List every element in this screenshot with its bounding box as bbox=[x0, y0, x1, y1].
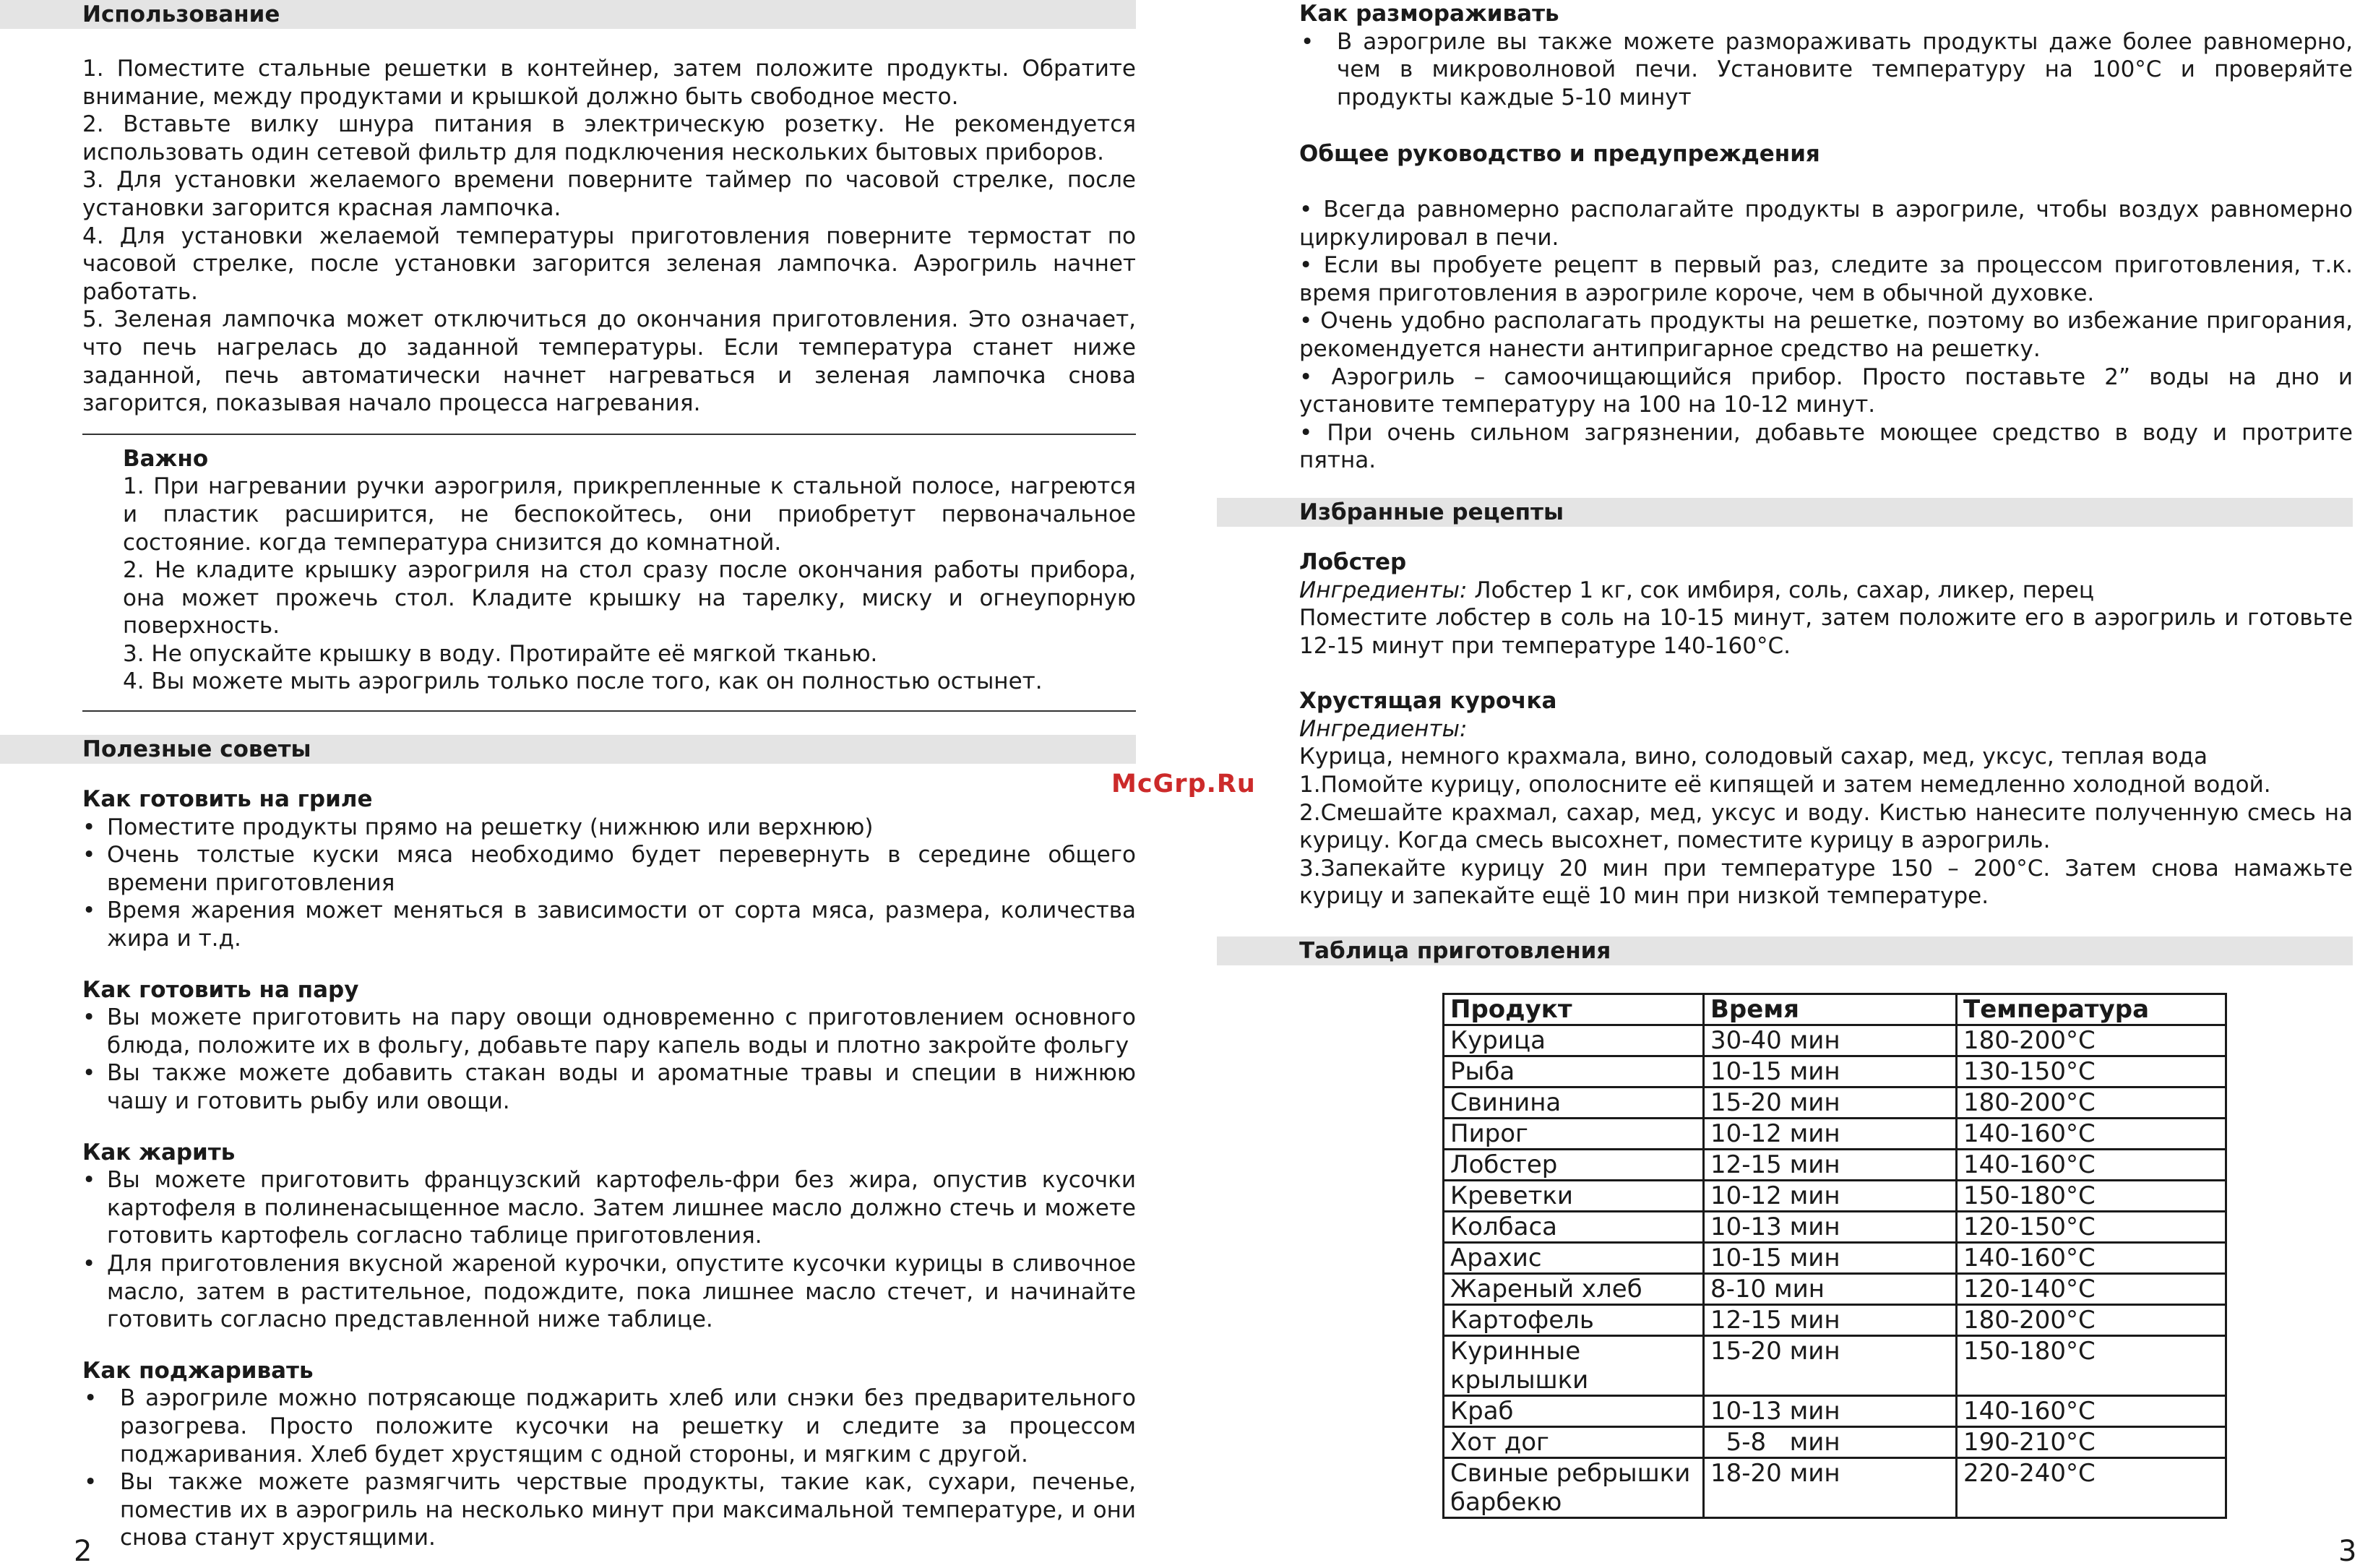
usage-step: 1. Поместите стальные решетки в контейнер, затем положите продукты. Обратите внимание, между продуктами и крышкой должно быть свободное место. bbox=[82, 56, 1136, 110]
chicken-title: Хрустящая курочка bbox=[1299, 688, 1557, 715]
table-row bbox=[1444, 1458, 2226, 1518]
time-cell: 8-10 мин bbox=[1704, 1274, 1957, 1305]
list-item: • Вы также можете размягчить черствые продукты, такие как, сухари, печенье, поместив их в аэрогриль на несколько минут при максимальной температуре, и они снова станут хрустящими. bbox=[120, 1468, 1136, 1552]
product-cell: Арахис bbox=[1444, 1243, 1704, 1274]
product-cell: Жареный хлеб bbox=[1444, 1274, 1704, 1305]
chicken-line: 2.Смешайте крахмал, сахар, мед, уксус и воду. Кистью нанесите полученную смесь на курицу. Когда смесь высохнет, поместите курицу в аэрогриль. bbox=[1299, 799, 2353, 854]
temperature-cell: 120-150°С bbox=[1957, 1212, 2226, 1243]
product-cell: Пирог bbox=[1444, 1119, 1704, 1150]
list-item: • В аэрогриле можно потрясающе поджарить хлеб или снэки без предварительного разогрева. Просто положите кусочки на решетку и следите за процессом поджаривания. Хлеб будет хрустящим с одной стороны, и мягким с другой. bbox=[120, 1384, 1136, 1468]
time-cell: 15-20 мин bbox=[1704, 1087, 1957, 1119]
important-item: 4. Вы можете мыть аэрогриль только после того, как он полностью остынет. bbox=[123, 668, 1043, 695]
list-item: • Вы можете приготовить на пару овощи одновременно с приготовлением основного блюда, положите их в фольгу, добавьте пару капель воды и плотно закройте фольгу bbox=[107, 1004, 1136, 1059]
column-header: Температура bbox=[1957, 994, 2226, 1025]
important-item: 3. Не опускайте крышку в воду. Протирайте её мягкой тканью. bbox=[123, 640, 878, 667]
bullet: • bbox=[1299, 196, 1324, 223]
important-item: 2. Не кладите крышку аэрогриля на стол сразу после окончания работы прибора, она может прожечь стол. Кладите крышку на тарелку, миску и огнеупорную поверхность. bbox=[123, 557, 1136, 639]
table-row bbox=[1444, 1396, 2226, 1427]
steam-list bbox=[0, 1004, 1136, 1115]
product-cell: Колбаса bbox=[1444, 1212, 1704, 1243]
temperature-cell: 140-160°С bbox=[1957, 1119, 2226, 1150]
product-cell: Курица bbox=[1444, 1025, 1704, 1056]
time-cell: 12-15 мин bbox=[1704, 1305, 1957, 1336]
important-title: Важно bbox=[123, 445, 209, 472]
temperature-cell: 140-160°С bbox=[1957, 1396, 2226, 1427]
usage-step: 4. Для установки желаемой температуры приготовления поверните термостат по часовой стрелке, после установки загорится зеленая лампочка. Аэрогриль начнет работать. bbox=[82, 223, 1136, 305]
product-cell: Картофель bbox=[1444, 1305, 1704, 1336]
steam-title: Как готовить на пару bbox=[82, 976, 359, 1003]
table-row bbox=[1444, 1056, 2226, 1087]
list-item: • В аэрогриле вы также можете размораживать продукты даже более равномерно, чем в микроволновой печи. Установите температуру на 100°С и проверяйте продукты каждые 5-10 минут bbox=[1337, 28, 2353, 112]
defrost-title: Как размораживать bbox=[1299, 1, 1559, 27]
temperature-cell: 180-200°С bbox=[1957, 1305, 2226, 1336]
list-item: • Вы можете приготовить французский картофель-фри без жира, опустив кусочки картофеля в полиненасыщенное масло. Затем лишнее масло должно стечь и можете готовить картофель согласно таблице приготовления. bbox=[107, 1166, 1136, 1250]
usage-step: 2. Вставьте вилку шнура питания в электрическую розетку. Не рекомендуется использовать один сетевой фильтр для подключения нескольких бытовых приборов. bbox=[82, 111, 1136, 165]
chicken-ingredients-label: Ингредиенты: bbox=[1299, 715, 1468, 742]
time-cell: 10-13 мин bbox=[1704, 1212, 1957, 1243]
guide-title: Общее руководство и предупреждения bbox=[1299, 141, 1820, 168]
lobster-title: Лобстер bbox=[1299, 548, 1407, 575]
temperature-cell: 180-200°С bbox=[1957, 1087, 2226, 1119]
divider bbox=[82, 710, 1136, 712]
important-block bbox=[0, 445, 1136, 696]
fry-title: Как жарить bbox=[82, 1139, 236, 1166]
product-cell: Свинина bbox=[1444, 1087, 1704, 1119]
table-row bbox=[1444, 1212, 2226, 1243]
temperature-cell: 220-240°С bbox=[1957, 1458, 2226, 1518]
chicken-line: Курица, немного крахмала, вино, солодовый сахар, мед, уксус, теплая вода bbox=[1299, 744, 2208, 770]
table-header-row bbox=[1444, 994, 2226, 1025]
temperature-cell: 180-200°С bbox=[1957, 1025, 2226, 1056]
product-cell: Хот дог bbox=[1444, 1427, 1704, 1458]
time-cell: 10-12 мин bbox=[1704, 1181, 1957, 1212]
table-row bbox=[1444, 1119, 2226, 1150]
table-row bbox=[1444, 1274, 2226, 1305]
recipes-section-title: Избранные рецепты bbox=[1217, 498, 2353, 527]
divider bbox=[82, 434, 1136, 435]
table-row bbox=[1444, 1427, 2226, 1458]
watermark: McGrp.Ru bbox=[1111, 770, 1256, 798]
table-row bbox=[1444, 1305, 2226, 1336]
cooking-table bbox=[1442, 993, 2227, 1519]
important-item: 1. При нагревании ручки аэрогриля, прикрепленные к стальной полосе, нагреются и пластик расширится, не беспокойтесь, они приобретут первоначальное состояние. когда температура снизится до комнатной. bbox=[123, 473, 1136, 556]
bullet: • bbox=[1299, 252, 1324, 279]
temperature-cell: 130-150°С bbox=[1957, 1056, 2226, 1087]
page-number-left: 2 bbox=[74, 1535, 92, 1568]
product-cell: Краб bbox=[1444, 1396, 1704, 1427]
lobster-method: Поместите лобстер в соль на 10-15 минут, затем положите его в аэрогриль и готовьте 12-15 минут при температуре 140-160°С. bbox=[1299, 605, 2353, 659]
grill-title: Как готовить на гриле bbox=[82, 786, 373, 813]
product-cell: Свиные ребрышки барбекю bbox=[1444, 1458, 1704, 1518]
table-body bbox=[1444, 1025, 2226, 1518]
table-row bbox=[1444, 1181, 2226, 1212]
time-cell: 30-40 мин bbox=[1704, 1025, 1957, 1056]
usage-instructions bbox=[0, 55, 1136, 418]
temperature-cell: 150-180°С bbox=[1957, 1181, 2226, 1212]
table-row bbox=[1444, 1087, 2226, 1119]
product-cell: Лобстер bbox=[1444, 1150, 1704, 1181]
bullet: • bbox=[1299, 419, 1327, 446]
list-item: • Для приготовления вкусной жареной курочки, опустите кусочки курицы в сливочное масло, затем в растительное, подождите, пока лишнее масло стечет, и начинайте готовить согласно представленной ниже таблице. bbox=[107, 1250, 1136, 1334]
list-item: • Время жарения может меняться в зависимости от сорта мяса, размера, количества жира и т.д. bbox=[107, 897, 1136, 952]
left-page bbox=[0, 0, 1136, 1552]
list-item: • При очень сильном загрязнении, добавьте моющее средство в воду и протрите пятна. bbox=[1299, 419, 2353, 474]
table-section-title: Таблица приготовления bbox=[1217, 936, 2353, 965]
list-item: • Аэрогриль – самоочищающийся прибор. Просто поставьте 2” воды на дно и установите температуру на 100 на 10-12 минут. bbox=[1299, 363, 2353, 418]
time-cell: 10-13 мин bbox=[1704, 1396, 1957, 1427]
list-item: • Поместите продукты прямо на решетку (нижнюю или верхнюю) bbox=[107, 814, 1136, 842]
table-row bbox=[1444, 1150, 2226, 1181]
guide-list bbox=[1217, 196, 2353, 475]
temperature-cell: 150-180°С bbox=[1957, 1336, 2226, 1396]
list-item: • Очень толстые куски мяса необходимо будет перевернуть в середине общего времени приготовления bbox=[107, 841, 1136, 897]
chicken-line: 3.Запекайте курицу 20 мин при температуре 150 – 200°С. Затем снова намажьте курицу и запекайте ещё 10 мин при низкой температуре. bbox=[1299, 855, 2353, 910]
ingredients-label: Ингредиенты: bbox=[1299, 577, 1468, 603]
time-cell: 12-15 мин bbox=[1704, 1150, 1957, 1181]
product-cell: Рыба bbox=[1444, 1056, 1704, 1087]
list-item: • Очень удобно располагать продукты на решетке, поэтому во избежание пригорания, рекомендуется нанести антипригарное средство на решетку. bbox=[1299, 308, 2353, 362]
grill-list bbox=[0, 814, 1136, 953]
temperature-cell: 140-160°С bbox=[1957, 1243, 2226, 1274]
usage-step: 5. Зеленая лампочка может отключиться до окончания приготовления. Это означает, что печь нагрелась до заданной температуры. Если температура станет ниже заданной, печь автоматически начнет нагреваться и зеленая лампочка снова загорится, показывая начало процесса нагревания. bbox=[82, 306, 1136, 417]
product-cell: Куринные крылышки bbox=[1444, 1336, 1704, 1396]
table-row bbox=[1444, 1243, 2226, 1274]
table-row bbox=[1444, 1025, 2226, 1056]
table-row bbox=[1444, 1336, 2226, 1396]
time-cell: 10-12 мин bbox=[1704, 1119, 1957, 1150]
column-header: Время bbox=[1704, 994, 1957, 1025]
column-header: Продукт bbox=[1444, 994, 1704, 1025]
defrost-list bbox=[1217, 28, 2353, 112]
temperature-cell: 140-160°С bbox=[1957, 1150, 2226, 1181]
usage-step: 3. Для установки желаемого времени поверните таймер по часовой стрелке, после установки загорится красная лампочка. bbox=[82, 167, 1136, 221]
bullet: • bbox=[1299, 308, 1321, 335]
toast-title: Как поджаривать bbox=[82, 1357, 314, 1384]
list-item: • Всегда равномерно располагайте продукты в аэрогриле, чтобы воздух равномерно циркулировал в печи. bbox=[1299, 196, 2353, 251]
tips-section-title: Полезные советы bbox=[0, 735, 1136, 764]
fry-list bbox=[0, 1166, 1136, 1334]
time-cell: 18-20 мин bbox=[1704, 1458, 1957, 1518]
chicken-line: 1.Помойте курицу, ополосните её кипящей и затем немедленно холодной водой. bbox=[1299, 772, 2271, 798]
usage-section-title: Использование bbox=[0, 0, 1136, 29]
toast-list bbox=[0, 1384, 1136, 1552]
lobster-ingredients: Ингредиенты: Лобстер 1 кг, сок имбиря, соль, сахар, ликер, перец bbox=[1299, 577, 2094, 603]
time-cell: 10-15 мин bbox=[1704, 1056, 1957, 1087]
time-cell: 15-20 мин bbox=[1704, 1336, 1957, 1396]
right-page bbox=[1217, 0, 2353, 965]
time-cell: 5-8 мин bbox=[1704, 1427, 1957, 1458]
bullet: • bbox=[1299, 363, 1332, 390]
page-number-right: 3 bbox=[2338, 1535, 2357, 1568]
temperature-cell: 120-140°С bbox=[1957, 1274, 2226, 1305]
list-item: • Если вы пробуете рецепт в первый раз, следите за процессом приготовления, т.к. время приготовления в аэрогриле короче, чем в обычной духовке. bbox=[1299, 252, 2353, 306]
time-cell: 10-15 мин bbox=[1704, 1243, 1957, 1274]
list-item: • Вы также можете добавить стакан воды и ароматные травы и специи в нижнюю чашу и готовить рыбу или овощи. bbox=[107, 1059, 1136, 1115]
product-cell: Креветки bbox=[1444, 1181, 1704, 1212]
temperature-cell: 190-210°С bbox=[1957, 1427, 2226, 1458]
